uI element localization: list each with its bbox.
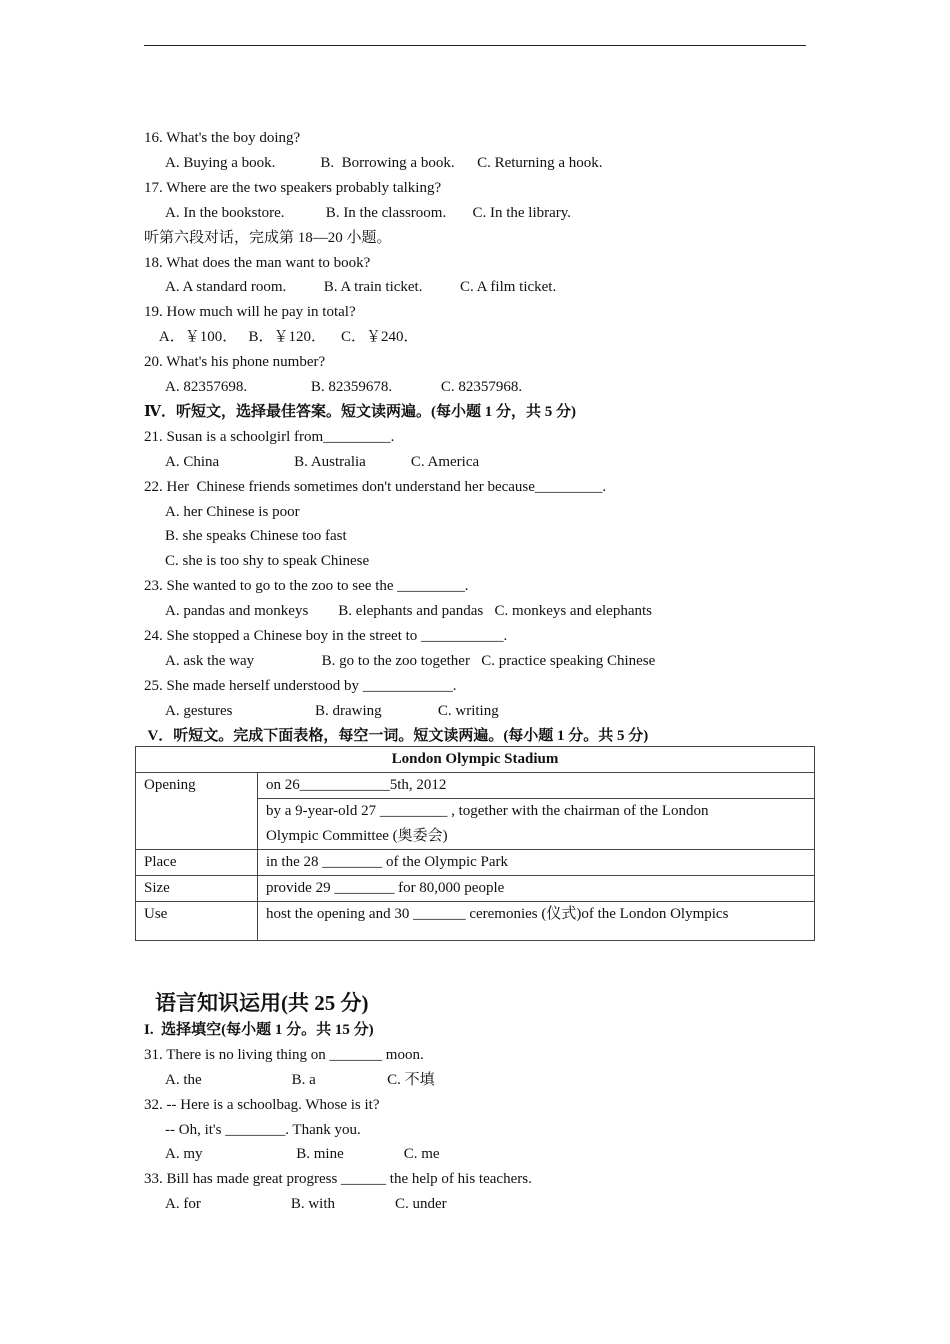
stadium-table bbox=[135, 746, 815, 941]
option-line: A. A standard room. B. A train ticket. C. A film ticket. bbox=[165, 279, 557, 295]
table-row-value-line: by a 9-year-old 27 _________ , together with the chairman of the London bbox=[266, 803, 709, 819]
table-row-label: Place bbox=[136, 850, 258, 876]
section-title: 语言知识运用(共 25 分) bbox=[155, 991, 369, 1015]
question-line: 21. Susan is a schoolgirl from_________. bbox=[144, 429, 395, 445]
option-line: -- Oh, it's ________. Thank you. bbox=[165, 1122, 361, 1138]
question-line: 31. There is no living thing on _______ moon. bbox=[144, 1047, 424, 1063]
option-line: A. for B. with C. under bbox=[165, 1196, 447, 1212]
option-line: A. China B. Australia C. America bbox=[165, 454, 480, 470]
question-line: 16. What's the boy doing? bbox=[144, 130, 301, 146]
table-row-label: Opening bbox=[136, 773, 258, 850]
table-row bbox=[136, 902, 815, 941]
question-line: 23. She wanted to go to the zoo to see the _________. bbox=[144, 578, 469, 594]
option-line: C. she is too shy to speak Chinese bbox=[165, 553, 370, 569]
header-rule bbox=[144, 45, 806, 46]
question-line: A．￥100． B．￥120． C．￥240． bbox=[156, 329, 419, 345]
question-line: 19. How much will he pay in total? bbox=[144, 304, 356, 320]
question-line: 17. Where are the two speakers probably talking? bbox=[144, 180, 442, 196]
table-row-label: Use bbox=[136, 902, 258, 941]
question-line: 20. What's his phone number? bbox=[144, 354, 326, 370]
table-row bbox=[136, 876, 815, 902]
question-line: 25. She made herself understood by ____________. bbox=[144, 678, 457, 694]
option-line: A. pandas and monkeys B. elephants and pandas C. monkeys and elephants bbox=[165, 603, 652, 619]
option-line: A. Buying a book. B. Borrowing a book. C. Returning a hook. bbox=[165, 155, 603, 171]
option-line: B. she speaks Chinese too fast bbox=[165, 528, 347, 544]
table-row-value: on 26____________5th, 2012 bbox=[258, 773, 815, 799]
table-row-value: provide 29 ________ for 80,000 people bbox=[258, 876, 815, 902]
question-line: 18. What does the man want to book? bbox=[144, 255, 371, 271]
question-line: 32. -- Here is a schoolbag. Whose is it? bbox=[144, 1097, 380, 1113]
option-line: A. In the bookstore. B. In the classroom. C. In the library. bbox=[165, 205, 572, 221]
table-row-value bbox=[258, 799, 815, 850]
table-header-row bbox=[136, 747, 815, 773]
question-line: V．听短文。完成下面表格，每空一词。短文读两遍。(每小题 1 分。共 5 分) bbox=[144, 728, 649, 744]
question-line: I. 选择填空(每小题 1 分。共 15 分) bbox=[144, 1022, 374, 1038]
question-line: 24. She stopped a Chinese boy in the street to ___________. bbox=[144, 628, 508, 644]
option-line: A. her Chinese is poor bbox=[165, 504, 300, 520]
table-row-label: Size bbox=[136, 876, 258, 902]
question-line: Ⅳ．听短文，选择最佳答案。短文读两遍。(每小题 1 分，共 5 分) bbox=[144, 404, 577, 420]
table-row bbox=[136, 773, 815, 799]
question-line: 33. Bill has made great progress ______ the help of his teachers. bbox=[144, 1171, 532, 1187]
question-line: 听第六段对话，完成第 18—20 小题。 bbox=[144, 230, 392, 246]
table-title: London Olympic Stadium bbox=[136, 747, 815, 773]
option-line: A. my B. mine C. me bbox=[165, 1146, 440, 1162]
table-row-value: host the opening and 30 _______ ceremonies (仪式)of the London Olympics bbox=[258, 902, 815, 941]
table-row bbox=[136, 850, 815, 876]
option-line: A. the B. a C. 不填 bbox=[165, 1072, 435, 1088]
table-row-value-line: Olympic Committee (奥委会) bbox=[266, 828, 448, 844]
option-line: A. 82357698. B. 82359678. C. 82357968. bbox=[165, 379, 523, 395]
question-line: 22. Her Chinese friends sometimes don't understand her because_________. bbox=[144, 479, 607, 495]
option-line: A. gestures B. drawing C. writing bbox=[165, 703, 499, 719]
table-row-value: in the 28 ________ of the Olympic Park bbox=[258, 850, 815, 876]
option-line: A. ask the way B. go to the zoo together C. practice speaking Chinese bbox=[165, 653, 656, 669]
